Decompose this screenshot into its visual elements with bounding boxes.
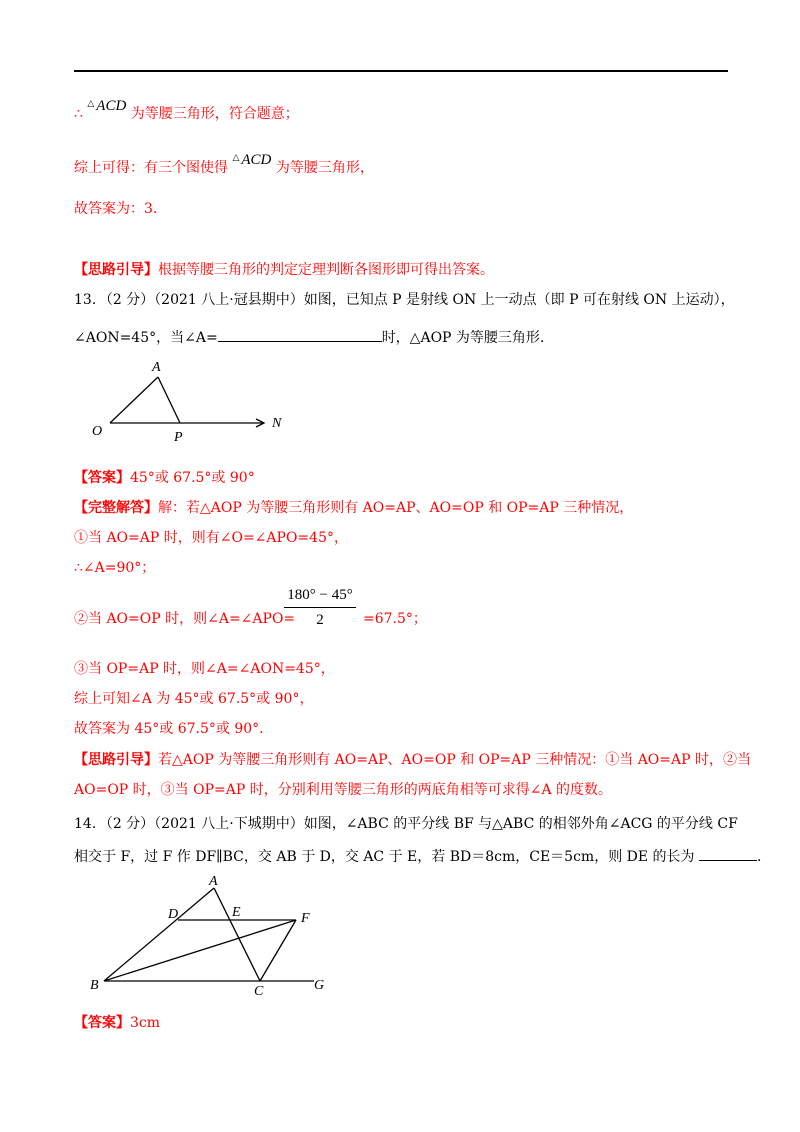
q13-hint-line1	[74, 750, 751, 770]
q13-solution-intro	[74, 498, 633, 518]
q13-conclusion: 故答案为 45°或 67.5°或 90°.	[74, 721, 264, 737]
point-p-label: P	[174, 430, 183, 445]
q13-case1-result: ∴∠A=90°；	[74, 560, 156, 576]
case2-post: =67.5°；	[363, 611, 427, 627]
segment-bf	[104, 920, 296, 981]
triangle-acd-label: ACD	[96, 98, 127, 114]
point-f-label: F	[301, 911, 310, 926]
answer-text: 45°或 67.5°或 90°	[130, 470, 255, 486]
q14-stem-line2	[74, 846, 761, 867]
sol12-line2	[74, 152, 374, 180]
sol12-line1-text: 为等腰三角形，符合题意；	[130, 106, 299, 122]
segment-ac	[214, 888, 260, 981]
triangle-acd-label: ACD	[241, 152, 272, 168]
q13-case2	[74, 609, 295, 629]
q13-stem-line1: 13．（2 分）（2021 八上·冠县期中）如图，已知点 P 是射线 ON 上一动点（即 P 可在射线 ON 上运动），	[74, 292, 735, 308]
q13-stem-line2	[74, 327, 544, 348]
q13-stem-pre: ∠AON=45°，当∠A=	[74, 330, 218, 346]
q13-figure	[80, 355, 310, 450]
therefore-symbol: ∴	[74, 106, 83, 122]
q13-stem-post: 时，△AOP 为等腰三角形.	[381, 330, 545, 346]
q14-stem-line1: 14．（2 分）（2021 八上·下城期中）如图，∠ABC 的平分线 BF 与△ABC 的相邻外角∠ACG 的平分线 CF	[74, 816, 738, 832]
q13-case3: ③当 OP=AP 时，则∠A=∠AON=45°，	[74, 661, 335, 677]
q14-figure	[82, 874, 342, 999]
fraction-bar	[284, 607, 356, 608]
case2-fraction	[284, 585, 356, 630]
solution-tag: 【完整解答】	[74, 500, 158, 516]
answer-text: 3cm	[130, 1015, 161, 1031]
point-e-label: E	[232, 905, 241, 920]
segment-ba	[104, 888, 214, 981]
q13-hint-line2: AO=OP 时，③当 OP=AP 时，分别利用等腰三角形的两底角相等可求得∠A 的度数。	[74, 782, 613, 798]
q13-answer-blank	[218, 327, 382, 342]
point-d-label: D	[168, 907, 179, 922]
q13-summary: 综上可知∠A 为 45°或 67.5°或 90°，	[74, 691, 314, 707]
point-a-label: A	[152, 360, 161, 375]
point-a-label: A	[209, 874, 218, 889]
sol12-conclusion: 故答案为：3.	[74, 201, 158, 217]
point-b-label: B	[90, 978, 99, 993]
hint-tag: 【思路引导】	[74, 262, 158, 278]
point-o-label: O	[92, 424, 103, 439]
point-g-label: G	[314, 978, 325, 993]
triangle-symbol: △	[232, 153, 240, 163]
q14-answer-blank	[699, 846, 757, 861]
sol12-line1	[74, 98, 299, 126]
segment-oa	[110, 377, 158, 423]
sol12-line2-post: 为等腰三角形，	[275, 160, 374, 176]
fraction-denominator: 2	[316, 612, 324, 628]
fraction-numerator: 180° − 45°	[287, 587, 353, 603]
q13-case1: ①当 AO=AP 时，则有∠O=∠APO=45°，	[74, 530, 348, 546]
sol12-line2-pre: 综上可得：有三个图使得	[74, 160, 228, 176]
q14-stem-pre: 相交于 F，过 F 作 DF∥BC，交 AB 于 D，交 AC 于 E，若 BD＝8cm，CE＝5cm，则 DE 的长为	[74, 849, 695, 865]
triangle-symbol: △	[87, 99, 95, 109]
hint-line1-text: 若△AOP 为等腰三角形则有 AO=AP、AO=OP 和 OP=AP 三种情况：①当 AO=AP 时，②当	[158, 752, 751, 768]
hint-text: 根据等腰三角形的判定定理判断各图形即可得出答案。	[158, 262, 494, 278]
sol12-hint	[74, 260, 494, 280]
header-rule	[74, 70, 728, 72]
q13-answer	[74, 468, 255, 488]
segment-ap	[158, 377, 180, 423]
q14-answer	[74, 1013, 160, 1033]
case2-pre: ②当 AO=OP 时，则∠A=∠APO=	[74, 611, 296, 627]
solution-intro-text: 解：若△AOP 为等腰三角形则有 AO=AP、AO=OP 和 OP=AP 三种情况，	[158, 500, 634, 516]
point-n-label: N	[272, 416, 282, 431]
answer-tag: 【答案】	[74, 1015, 130, 1031]
q14-stem-post: .	[757, 849, 762, 865]
answer-tag: 【答案】	[74, 470, 130, 486]
hint-tag: 【思路引导】	[74, 752, 158, 768]
point-c-label: C	[254, 984, 264, 999]
